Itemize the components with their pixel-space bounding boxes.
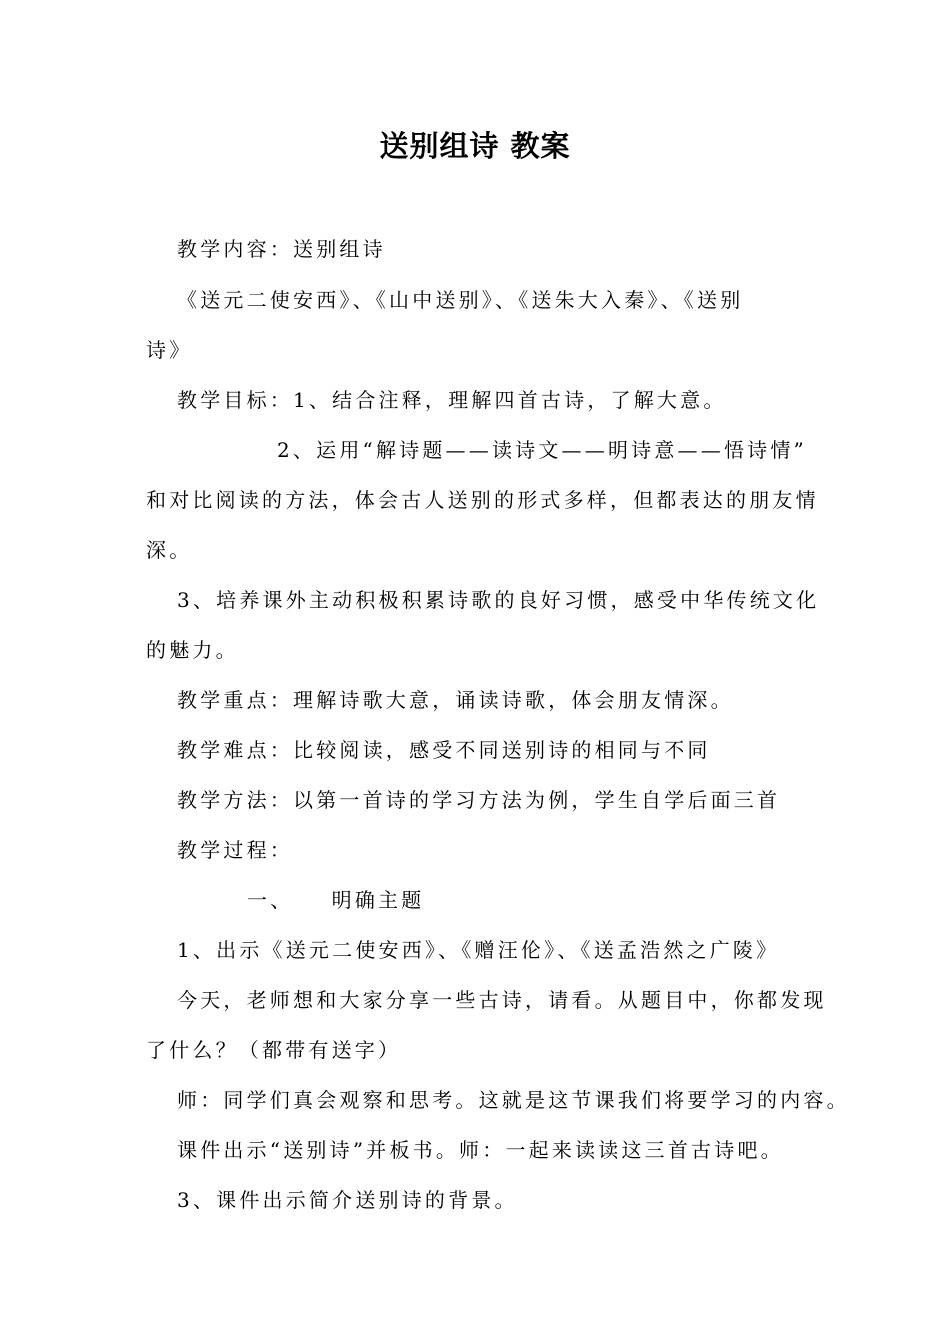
teaching-goal-line: 教学目标：1、结合注释，理解四首古诗，了解大意。	[177, 388, 727, 412]
paragraph-line: 今天，老师想和大家分享一些古诗，请看。从题目中，你都发现	[177, 988, 827, 1012]
difficult-points-line: 教学难点：比较阅读，感受不同送别诗的相同与不同	[177, 738, 711, 762]
courseware-line: 课件出示“送别诗”并板书。师：一起来读读这三首古诗吧。	[177, 1138, 784, 1162]
poem-list-line: 《送元二使安西》、《山中送别》、《送朱大入秦》、《送别	[177, 288, 744, 312]
step-3-line: 3、课件出示简介送别诗的背景。	[177, 1188, 518, 1212]
teacher-line: 师：同学们真会观察和思考。这就是这节课我们将要学习的内容。	[177, 1088, 850, 1112]
paragraph-line-continued: 了什么？（都带有送字）	[146, 1038, 402, 1062]
section-heading: 一、 明确主题	[247, 888, 425, 912]
teaching-goal-3-line-continued: 的魅力。	[146, 638, 239, 662]
teaching-goal-2-line-continued: 和对比阅读的方法，体会古人送别的形式多样，但都表达的朋友情	[146, 488, 819, 512]
teaching-process-line: 教学过程：	[177, 838, 293, 862]
page-title: 送别组诗 教案	[379, 129, 571, 163]
teaching-method-line: 教学方法：以第一首诗的学习方法为例，学生自学后面三首	[177, 788, 781, 812]
teaching-goal-2-line: 2、运用“解诗题——读诗文——明诗意——悟诗情”	[277, 438, 807, 462]
teaching-goal-2-line-end: 深。	[146, 538, 193, 562]
step-1-line: 1、出示《送元二使安西》、《赠汪伦》、《送孟浩然之广陵》	[177, 938, 780, 962]
teaching-content-line: 教学内容：送别组诗	[177, 237, 386, 261]
poem-list-line-continued: 诗》	[146, 338, 193, 362]
teaching-goal-3-line: 3、培养课外主动积极积累诗歌的良好习惯，感受中华传统文化	[177, 588, 820, 612]
key-points-line: 教学重点：理解诗歌大意，诵读诗歌，体会朋友情深。	[177, 688, 734, 712]
